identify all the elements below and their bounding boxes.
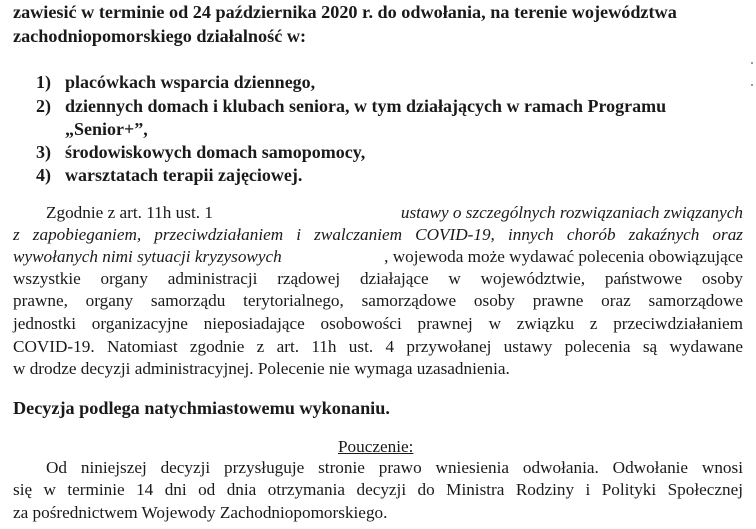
instruction-line-1: Od niniejszej decyzji przysługuje stronie prawo wniesienia odwołania. Odwołanie wnosi [46,458,743,477]
paragraph-line-8: w drodze decyzji administracyjnej. Polecenie nie wymaga uzasadnienia. [13,359,510,378]
paragraph-line-3 [13,246,743,268]
paragraph-line-4: wszystkie organy administracji rządowej działające w województwie, państwowe osoby [13,269,743,288]
list-item-number: 1) [36,72,51,92]
immediate-execution-note: Decyzja podlega natychmiastowemu wykonaniu. [13,398,390,418]
act-title-text: wywołanych nimi sytuacji kryzysowych [13,247,282,266]
instruction-line-2: się w terminie 14 dni od dnia otrzymania decyzji do Ministra Rodziny i Polityki Społecznej [13,480,743,499]
intro-line-1: zawiesić w terminie od 24 października 2020 r. do odwołania, na terenie województwa [13,2,677,22]
scan-speck [751,84,753,86]
paragraph-text: Zgodnie z art. 11h ust. 1 [46,203,218,222]
paragraph-text: , wojewoda może wydawać polecenia obowiązujące [384,247,743,266]
list-item-text: warsztatach terapii zajęciowej. [65,165,303,185]
act-title-text: ustawy o szczególnych rozwiązaniach związanych [400,203,743,222]
list-item-text: dziennych domach i klubach seniora, w tym działających w ramach Programu [65,96,667,116]
intro-line-2: zachodniopomorskiego działalność w: [13,26,307,46]
paragraph-line-6: jednostki organizacyjne nieposiadające osobowości prawnej w związku z przeciwdziałaniem [13,314,743,333]
list-item-text: placówkach wsparcia dziennego, [65,72,316,92]
list-item-text: środowiskowych domach samopomocy, [65,142,366,162]
instruction-heading: Pouczenie: [338,437,414,456]
list-item-number: 2) [36,96,51,116]
paragraph-line-7: COVID-19. Natomiast zgodnie z art. 11h ust. 4 przywołanej ustawy polecenia są wydawane [13,337,743,356]
list-item-text-continuation: „Senior+”, [65,119,148,139]
paragraph-line-2: z zapobieganiem, przeciwdziałaniem i zwalczaniem COVID-19, innych chorób zakaźnych oraz [13,225,743,244]
instruction-line-3: za pośrednictwem Wojewody Zachodniopomorskiego. [13,503,388,522]
list-item-number: 4) [36,165,51,185]
paragraph-line-5: prawne, organy samorządu terytorialnego, samorządowe osoby prawne oraz samorządowe [13,291,743,310]
paragraph-line-1 [46,202,743,224]
scan-speck [751,62,753,64]
list-item-number: 3) [36,142,51,162]
